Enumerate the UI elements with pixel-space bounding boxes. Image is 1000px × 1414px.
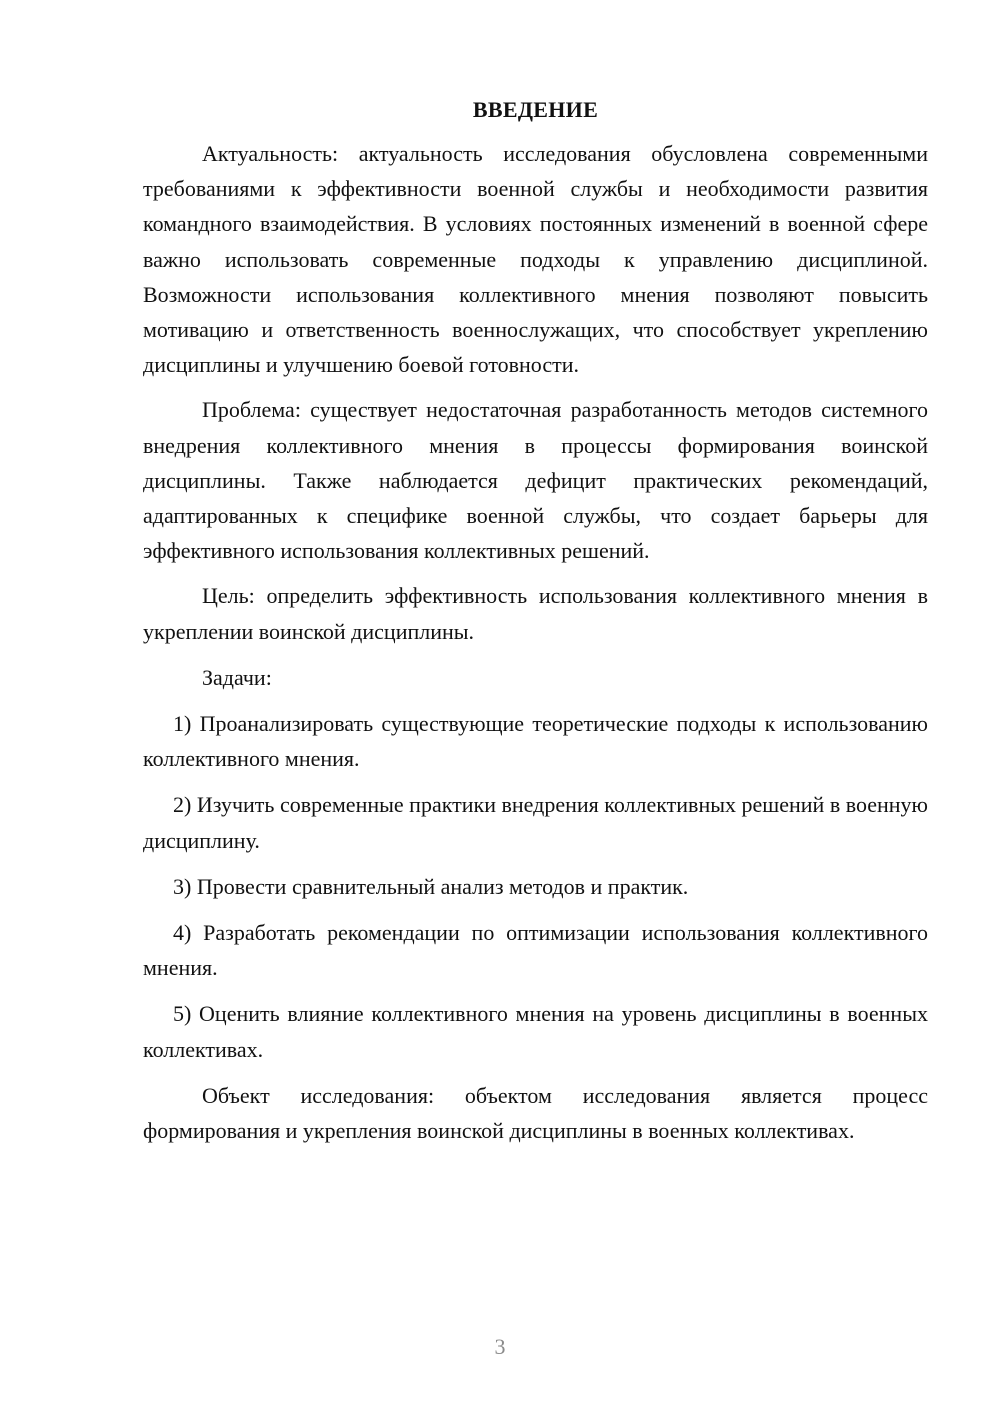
problem-paragraph: Проблема: существует недостаточная разработанность методов системного внедрения коллективного мнения в процессы формирования воинской дисциплины. Также наблюдается дефицит практических рекомендаций, адаптированных к специфике военной службы, что создает барьеры для эффективного использования коллективных решений. [143,397,928,564]
task-item: 4) Разработать рекомендации по оптимизации использования коллективного мнения. [143,920,928,981]
object-paragraph: Объект исследования: объектом исследования является процесс формирования и укрепления воинской дисциплины в военных коллективах. [143,1082,928,1144]
page-body [143,94,928,1148]
goal-paragraph: Цель: определить эффективность использования коллективного мнения в укреплении воинской дисциплины. [143,583,928,644]
tasks-heading: Задачи: [202,664,272,690]
task-item: 2) Изучить современные практики внедрения коллективных решений в военную дисциплину. [143,792,928,853]
task-item: 1) Проанализировать существующие теоретические подходы к использованию коллективного мнения. [143,711,928,772]
relevance-paragraph: Актуальность: актуальность исследования обусловлена современными требованиями к эффективности военной службы и необходимости развития командного взаимодействия. В условиях постоянных изменений в военной сфере важно использовать современные подходы к управлению дисциплиной. Возможности использования коллективного мнения позволяют повысить мотивацию и ответственность военнослужащих, что способствует укреплению дисциплины и улучшению боевой готовности. [143,141,928,378]
task-item: 3) Провести сравнительный анализ методов и практик. [173,873,689,899]
section-title: ВВЕДЕНИЕ [472,97,599,122]
page-number: 3 [494,1334,506,1359]
task-item: 5) Оценить влияние коллективного мнения на уровень дисциплины в военных коллективах. [143,1001,928,1062]
